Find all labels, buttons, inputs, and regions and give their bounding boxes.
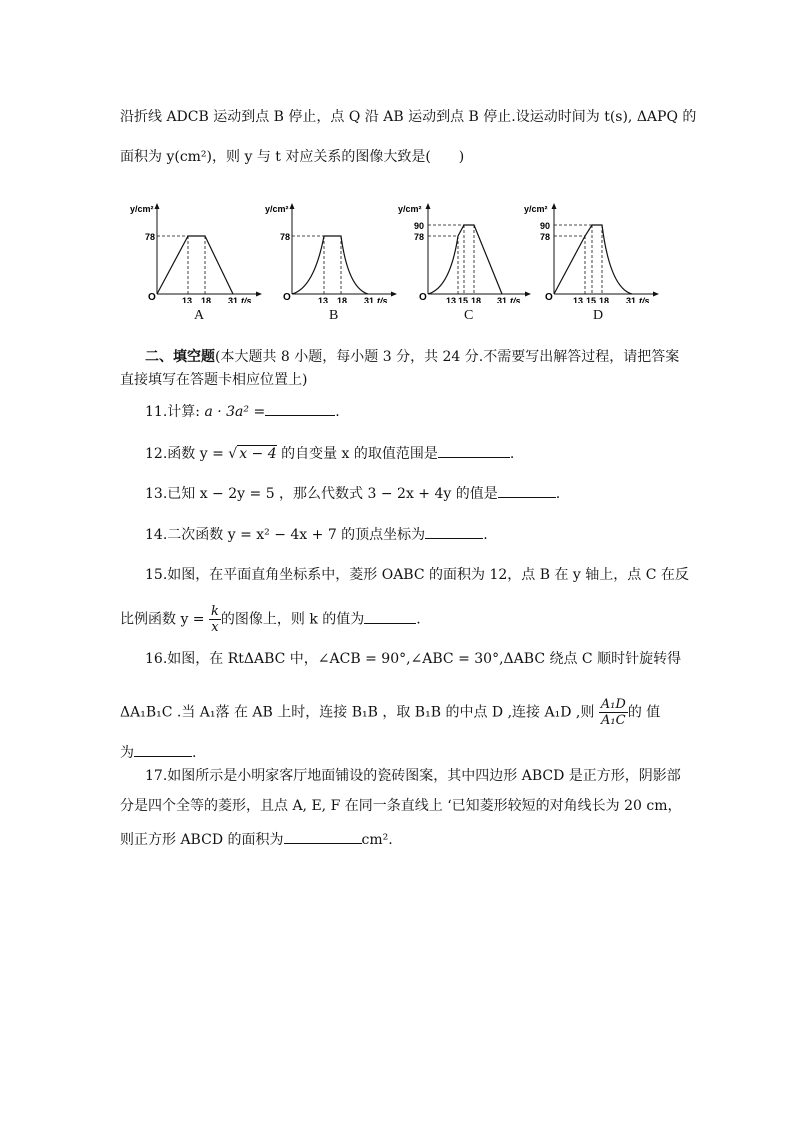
y-axis-label: y/cm² xyxy=(265,204,289,214)
x-tick-15: 15 xyxy=(586,296,597,303)
x-tick-18: 18 xyxy=(337,296,348,303)
question-11 xyxy=(145,400,340,422)
y-axis-label: y/cm² xyxy=(524,204,548,214)
q16-answer-blank[interactable] xyxy=(134,741,192,757)
question-12: 12.函数 y = √ x − 4 的自变量 x 的取值范围是 . xyxy=(145,442,514,464)
graph-c xyxy=(394,198,534,303)
graph-d xyxy=(520,198,665,303)
x-tick-13: 13 xyxy=(446,296,457,303)
q15-end: . xyxy=(416,611,421,628)
q11-expr: a · 3a² = xyxy=(204,404,266,420)
q16-frac-num: A₁D xyxy=(600,697,626,712)
x-tick-18: 18 xyxy=(201,296,212,303)
option-c-label: C xyxy=(464,308,474,323)
q11-prefix: 11.计算: xyxy=(145,404,200,420)
problem10-line1: 沿折线 ADCB 运动到点 B 停止，点 Q 沿 AB 运动到点 B 停止.设运动时间为 t(s), ΔAPQ 的 xyxy=(120,109,697,125)
q16-line3 xyxy=(120,741,196,763)
q15-frac-num: k xyxy=(211,604,219,619)
q16-line1: 16.如图，在 RtΔABC 中，∠ACB = 90°,∠ABC = 30°,ΔABC 绕点 C 顺时针旋转得 xyxy=(145,651,682,667)
graph-a xyxy=(125,198,265,303)
q12-prefix: 12.函数 y = xyxy=(145,446,224,462)
x-tick-31: 31 xyxy=(497,296,508,303)
origin-label: O xyxy=(419,292,427,303)
option-d-label: D xyxy=(593,308,604,323)
question-14 xyxy=(145,523,488,545)
option-b-label: B xyxy=(329,308,339,323)
q15-line2 xyxy=(120,604,421,635)
x-tick-13: 13 xyxy=(182,296,193,303)
q17-line3-text: 则正方形 ABCD 的面积为 xyxy=(120,832,284,848)
q12-suffix: 的自变量 x 的取值范围是 xyxy=(281,446,438,462)
q16-frac-den: A₁C xyxy=(601,713,626,728)
x-tick-13: 13 xyxy=(573,296,584,303)
q13-end: . xyxy=(555,486,561,502)
q17-line2: 分是四个全等的菱形，且点 A, E, F 在同一条直线上 ‘已知菱形较短的对角线长为 20 cm， xyxy=(120,798,682,814)
x-tick-31: 31 xyxy=(228,296,239,303)
x-tick-31: 31 xyxy=(364,296,375,303)
y-tick-78: 78 xyxy=(540,232,551,242)
section2-title: 二、填空题 xyxy=(145,349,215,365)
q17-end: cm². xyxy=(361,832,393,848)
q14-answer-blank[interactable] xyxy=(425,523,483,539)
x-axis-label: t/s xyxy=(510,296,521,303)
q12-answer-blank[interactable] xyxy=(438,442,510,458)
q12-end: . xyxy=(509,446,515,462)
q17-line3 xyxy=(120,828,393,850)
q15-frac-den: x xyxy=(211,620,219,635)
x-tick-15: 15 xyxy=(458,296,469,303)
x-axis-label: t/s xyxy=(639,296,650,303)
q14-text: 14.二次函数 y = x² − 4x + 7 的顶点坐标为 xyxy=(145,527,426,543)
option-a-label: A xyxy=(194,308,205,323)
x-tick-18: 18 xyxy=(599,296,610,303)
graph-b xyxy=(262,198,402,303)
x-tick-18: 18 xyxy=(471,296,482,303)
q15-post: 的图像上，则 k 的值为 xyxy=(220,611,365,628)
x-tick-31: 31 xyxy=(626,296,637,303)
y-tick-78: 78 xyxy=(414,232,425,242)
section2-heading xyxy=(145,347,679,367)
origin-label: O xyxy=(148,292,156,303)
y-axis-label: y/cm² xyxy=(130,204,154,214)
y-tick-78: 78 xyxy=(145,232,156,242)
q15-line1: 15.如图，在平面直角坐标系中，菱形 OABC 的面积为 12，点 B 在 y 轴上，点 C 在反 xyxy=(145,567,689,583)
q17-line1: 17.如图所示是小明家客厅地面铺设的瓷砖图案，其中四边形 ABCD 是正方形，阴影部 xyxy=(145,768,681,784)
x-tick-13: 13 xyxy=(318,296,329,303)
q13-answer-blank[interactable] xyxy=(498,482,556,498)
q14-end: . xyxy=(483,527,488,543)
question-13 xyxy=(145,482,560,504)
q15-answer-blank[interactable] xyxy=(364,608,416,624)
q11-answer-blank[interactable] xyxy=(265,400,335,416)
origin-label: O xyxy=(283,292,291,303)
y-axis-label: y/cm² xyxy=(398,204,422,214)
section2-desc1: (本大题共 8 小题，每小题 3 分，共 24 分.不需要写出解答过程，请把答案 xyxy=(215,349,680,365)
y-tick-78: 78 xyxy=(280,232,291,242)
q12-radicand: x − 4 xyxy=(239,446,277,462)
q15-pre: 比例函数 y = xyxy=(120,611,205,628)
problem10-line2: 面积为 y(cm²)，则 y 与 t 对应关系的图像大致是( ) xyxy=(120,149,465,165)
x-axis-label: t/s xyxy=(377,296,388,303)
y-tick-90: 90 xyxy=(540,221,551,231)
q16-line2-text: ΔA₁B₁C .当 A₁落 在 AB 上时，连接 B₁B ，取 B₁B 的中点 D ,连接 A₁D ,则 xyxy=(120,704,595,721)
q17-answer-blank[interactable] xyxy=(284,828,362,844)
q16-end: . xyxy=(192,745,197,761)
q13-text: 13.已知 x − 2y = 5 ，那么代数式 3 − 2x + 4y 的值是 xyxy=(145,486,498,502)
x-axis-label: t/s xyxy=(241,296,252,303)
section2-desc2: 直接填写在答题卡相应位置上) xyxy=(120,372,308,388)
origin-label: O xyxy=(545,292,553,303)
y-tick-90: 90 xyxy=(414,221,425,231)
q16-line3-text: 为 xyxy=(120,745,134,761)
q16-line2 xyxy=(120,697,660,728)
q16-post: 的 值 xyxy=(627,704,661,721)
q11-suffix: . xyxy=(335,404,340,420)
